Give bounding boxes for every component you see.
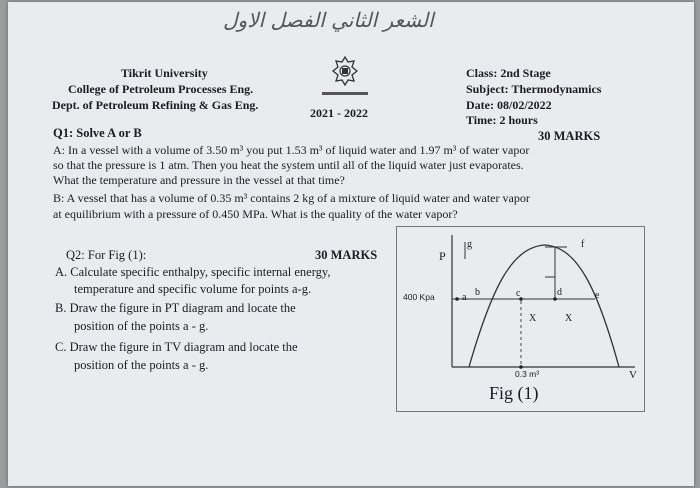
q1-b-line2: at equilibrium with a pressure of 0.450 MPa. What is the quality of the water vapor? (53, 207, 458, 221)
college-name: College of Petroleum Processes Eng. (68, 82, 254, 96)
v-axis-label: V (629, 369, 637, 381)
point-a-label: a (462, 292, 467, 303)
subject-info: Subject: Thermodynamics (466, 82, 602, 96)
q2-a-line2: temperature and specific volume for points a-g. (74, 282, 312, 296)
figure-caption: Fig (1) (489, 383, 539, 403)
class-info: Class: 2nd Stage (466, 66, 551, 80)
pressure-label: 400 Kpa (403, 292, 435, 302)
saturation-dome (469, 245, 619, 367)
x-mark-2: X (565, 313, 573, 324)
q2-a-line1: A. Calculate specific enthalpy, specific internal energy, (55, 265, 331, 279)
point-f-label: f (581, 239, 585, 250)
volume-label: 0.3 m³ (515, 369, 540, 379)
p-axis-label: P (439, 249, 446, 263)
q1-a-line1: A: In a vessel with a volume of 3.50 m³ you put 1.53 m³ of liquid water and 1.97 m³ of water vapor (53, 143, 530, 157)
point-d-label: d (557, 287, 562, 298)
q1-b-line1: B: A vessel that has a volume of 0.35 m³ contains 2 kg of a mixture of liquid water and water vapor (53, 191, 530, 205)
q2-b-line2: position of the points a - g. (74, 319, 209, 333)
q2-title: Q2: For Fig (1): (66, 248, 147, 262)
date-info: Date: 08/02/2022 (466, 98, 552, 112)
q2-c-line1: C. Draw the figure in TV diagram and locate the (55, 340, 298, 354)
point-g-label: g (467, 239, 472, 250)
handwritten-note: الشعر الثاني الفصل الاول (223, 8, 434, 32)
q1-title: Q1: Solve A or B (53, 126, 142, 140)
exam-sheet (8, 2, 694, 486)
q1-a-line3: What the temperature and pressure in the vessel at that time? (53, 173, 345, 187)
q2-c-line2: position of the points a - g. (74, 358, 209, 372)
point-b-label: b (475, 287, 480, 298)
time-info: Time: 2 hours (466, 113, 538, 127)
department-name: Dept. of Petroleum Refining & Gas Eng. (52, 98, 259, 112)
point-e-label: e (595, 290, 600, 301)
q2-b-line1: B. Draw the figure in PT diagram and locate the (55, 301, 296, 315)
logo-text-line (322, 92, 368, 95)
x-mark-1: X (529, 313, 537, 324)
q2-marks: 30 MARKS (315, 248, 378, 262)
q1-marks: 30 MARKS (538, 129, 601, 143)
university-logo-icon (328, 54, 362, 88)
point-a-marker (455, 297, 459, 301)
figure-frame (396, 226, 645, 412)
academic-year: 2021 - 2022 (310, 106, 368, 120)
q1-a-line2: so that the pressure is 1 atm. Then you heat the system until all of the liquid water just evaporates. (53, 158, 524, 172)
point-c-label: c (516, 288, 521, 299)
university-name: Tikrit University (121, 66, 208, 80)
